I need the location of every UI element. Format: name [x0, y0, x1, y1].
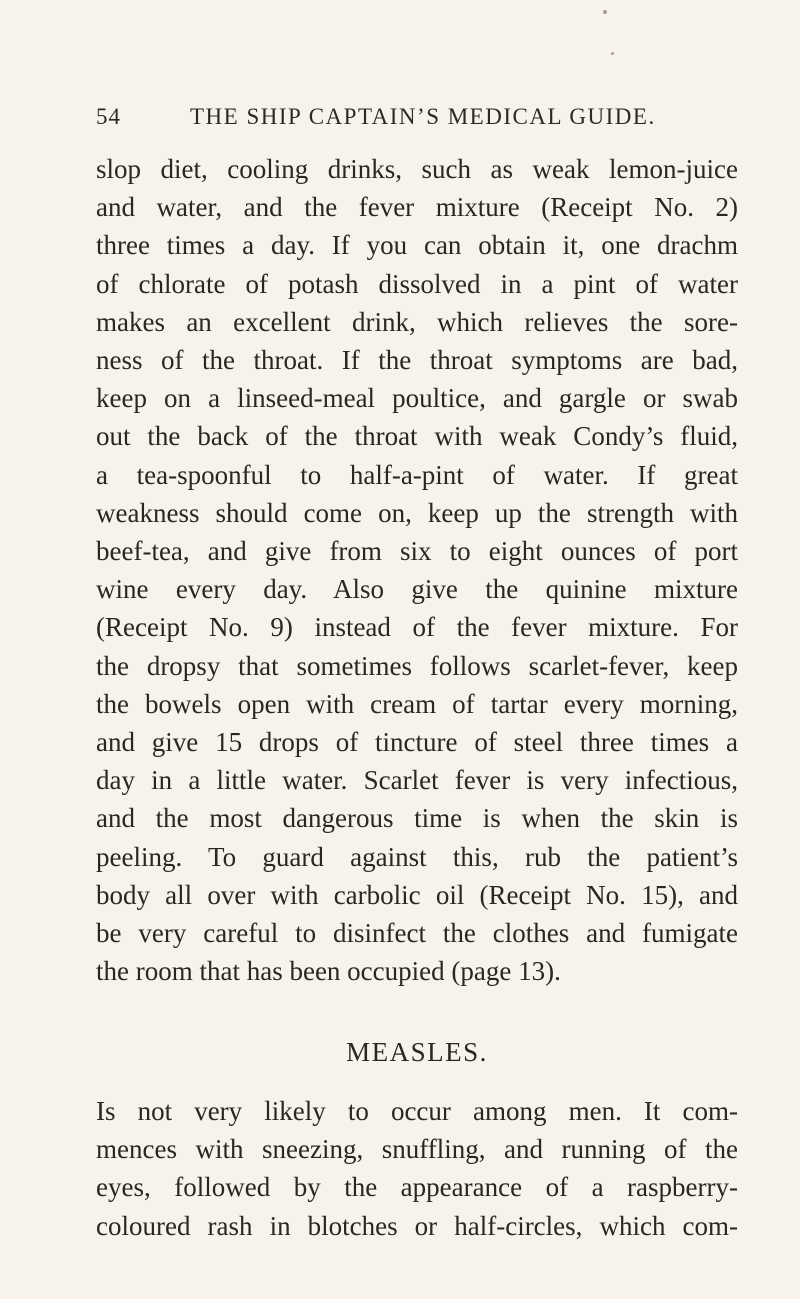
text-line: be very careful to disinfect the clothes and fumigate [96, 918, 738, 949]
text-line: body all over with carbolic oil (Receipt No. 15), and [96, 879, 738, 910]
running-head: THE SHIP CAPTAIN’S MEDICAL GUIDE. [190, 104, 656, 129]
text-line: coloured rash in blotches or half-circles, which com- [96, 1210, 738, 1241]
paragraph-measles [96, 1092, 738, 1245]
text-line: the room that has been occupied (page 13). [96, 956, 561, 987]
text-line: day in a little water. Scarlet fever is very infectious, [96, 765, 738, 796]
text-line: eyes, followed by the appearance of a raspberry- [96, 1172, 738, 1203]
text-line: ness of the throat. If the throat symptoms are bad, [96, 345, 738, 376]
paper-speck [603, 10, 607, 14]
text-line: the bowels open with cream of tartar every morning, [96, 688, 738, 719]
text-line: three times a day. If you can obtain it, one drachm [96, 230, 738, 261]
text-line: out the back of the throat with weak Condy’s fluid, [96, 421, 738, 452]
text-line: and the most dangerous time is when the skin is [96, 803, 738, 834]
paper-speck [611, 52, 614, 55]
text-line: peeling. To guard against this, rub the patient’s [96, 841, 738, 872]
text-line: Is not very likely to occur among men. It com- [96, 1096, 738, 1126]
text-line: mences with sneezing, snuffling, and running of the [96, 1134, 738, 1165]
text-line: and give 15 drops of tincture of steel three times a [96, 727, 738, 758]
text-line: wine every day. Also give the quinine mixture [96, 574, 738, 605]
text-line: a tea-spoonful to half-a-pint of water. If great [96, 459, 738, 490]
page-header [96, 100, 736, 134]
section-heading-measles: MEASLES. [346, 1037, 488, 1067]
paragraph-scarlet-fever-treatment [96, 150, 738, 990]
text-line: (Receipt No. 9) instead of the fever mixture. For [96, 612, 738, 643]
text-line: weakness should come on, keep up the strength with [96, 497, 738, 528]
page-number: 54 [96, 104, 121, 129]
text-line: keep on a linseed-meal poultice, and gargle or swab [96, 383, 738, 414]
text-line: of chlorate of potash dissolved in a pint of water [96, 268, 738, 299]
text-line: the dropsy that sometimes follows scarlet-fever, keep [96, 650, 738, 681]
text-line: slop diet, cooling drinks, such as weak lemon-juice [96, 154, 738, 184]
text-line: and water, and the fever mixture (Receipt No. 2) [96, 192, 738, 223]
text-line: beef-tea, and give from six to eight ounces of port [96, 536, 738, 567]
text-line: makes an excellent drink, which relieves the sore- [96, 306, 738, 337]
